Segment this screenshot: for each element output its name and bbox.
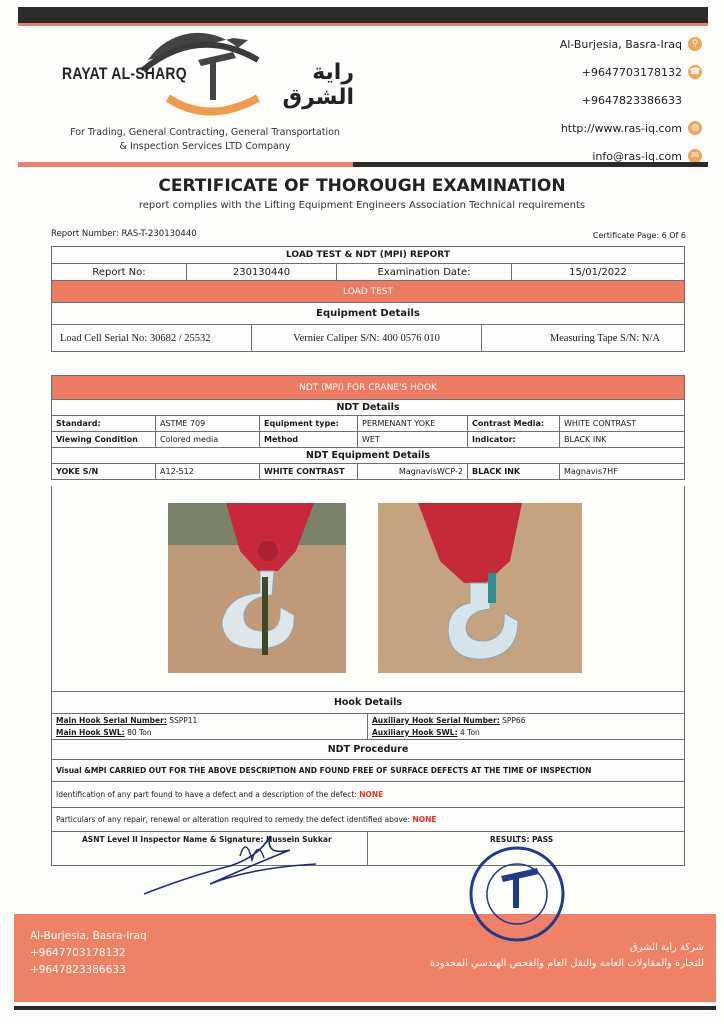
contact-website-text: http://www.ras-iq.com (560, 121, 682, 135)
location-icon: ⚲ (688, 37, 702, 51)
procedure-text: Visual &MPI CARRIED OUT FOR THE ABOVE DESCRIPTION AND FOUND FREE OF SURFACE DEFECTS AT THE TIME OF INSPECTION (52, 760, 685, 782)
results-cell: RESULTS: PASS (368, 832, 685, 866)
divider-left (18, 162, 353, 167)
indicator-label: Indicator: (468, 432, 560, 448)
exam-date-label: Examination Date: (337, 264, 512, 281)
main-hook-serial-label: Main Hook Serial Number: (56, 715, 167, 725)
main-hook-cell (52, 714, 368, 740)
tagline-line-2: & Inspection Services LTD Company (119, 141, 291, 152)
footer-ar-line-2: للتجارة والمقاولات العامة والنقل العام والفحص الهندسي المحدودة (430, 958, 704, 969)
main-hook-swl-label: Main Hook SWL: (56, 727, 125, 737)
ndt-equipment-heading: NDT Equipment Details (52, 448, 685, 464)
hook-details-heading: Hook Details (52, 692, 685, 714)
contrast-label: Contrast Media: (468, 416, 560, 432)
photo-area (51, 486, 685, 691)
equip-type-value: PERMENANT YOKE (358, 416, 468, 432)
blank-icon (688, 93, 702, 107)
contrast-value: WHITE CONTRAST (560, 416, 685, 432)
equip-type-label: Equipment type: (260, 416, 358, 432)
aux-hook-serial (372, 715, 680, 727)
load-cell-serial: Load Cell Serial No: 30682 / 25532 (52, 325, 252, 351)
contact-address (492, 30, 702, 58)
defect-row (52, 782, 685, 808)
ndt-band: NDT (MPI) FOR CRANE'S HOOK (52, 376, 685, 400)
white-contrast-label: WHITE CONTRAST (260, 464, 358, 480)
inspector-cell: ASNT Level II Inspector Name & Signature: Hussein Sukkar (52, 832, 368, 866)
contact-address-text: Al-Burjesia, Basra-Iraq (559, 37, 682, 51)
footer-contact (30, 928, 147, 979)
tagline (60, 126, 350, 154)
report-no-label: Report No: (52, 264, 187, 281)
caliper-serial: Vernier Caliper S/N: 400 0576 010 (252, 325, 482, 351)
main-hook-serial (56, 715, 363, 727)
footer-phone-1: +9647703178132 (30, 947, 126, 959)
method-label: Method (260, 432, 358, 448)
aux-hook-swl (372, 727, 680, 739)
aux-hook-swl-label: Auxiliary Hook SWL: (372, 727, 458, 737)
brand-name-en: RAYAT AL-SHARQ (62, 64, 187, 83)
tagline-line-1: For Trading, General Contracting, General Transportation (70, 127, 340, 138)
load-test-table (51, 246, 685, 352)
repair-value: NONE (412, 815, 437, 824)
load-test-heading: LOAD TEST & NDT (MPI) REPORT (52, 247, 685, 264)
viewing-label: Viewing Condition (52, 432, 156, 448)
yoke-value: A12-512 (156, 464, 260, 480)
phone-icon: ☎ (689, 67, 701, 77)
contact-phone-1-text: +9647703178132 (581, 65, 682, 79)
main-hook-serial-value: SSPP11 (166, 715, 198, 725)
standard-value: ASTME 709 (156, 416, 260, 432)
aux-hook-swl-value: 4 Ton (457, 727, 480, 737)
black-ink-label: BLACK INK (468, 464, 560, 480)
measuring-tape-serial: Measuring Tape S/N: N/A (549, 332, 660, 344)
footer-address: Al-Burjesia, Basra-Iraq (30, 930, 147, 942)
report-no-value: 230130440 (187, 264, 337, 281)
footer-arabic (430, 940, 704, 972)
ndt-procedure-heading: NDT Procedure (52, 740, 685, 760)
ndt-details-heading: NDT Details (52, 400, 685, 416)
load-test-band: LOAD TEST (52, 281, 685, 303)
black-ink-value: Magnavis7HF (560, 464, 685, 480)
brand-name-ar: راية الشرق (282, 60, 354, 110)
globe-icon: ◍ (688, 121, 702, 135)
divider-right (353, 162, 708, 167)
yoke-label: YOKE S/N (52, 464, 156, 480)
contact-phone-2[interactable] (492, 86, 702, 114)
viewing-value: Colored media (156, 432, 260, 448)
top-bar (18, 7, 708, 23)
contact-phone-2-text: +9647823386633 (581, 93, 682, 107)
repair-label: Particulars of any repair, renewal or alteration required to remedy the defect identified above: (56, 815, 413, 824)
defect-label: Identification of any part found to have a defect and a description of the defect: (56, 790, 360, 799)
certificate-title: CERTIFICATE OF THOROUGH EXAMINATION (158, 176, 566, 196)
hook-photo-1 (168, 503, 346, 673)
hook-photo-2 (378, 503, 582, 673)
aux-hook-serial-label: Auxiliary Hook Serial Number: (372, 715, 500, 725)
contact-phone-1[interactable] (492, 58, 702, 86)
certificate-subtitle: report complies with the Lifting Equipment Engineers Association Technical requirements (138, 200, 586, 211)
top-bar-accent (18, 23, 708, 26)
footer-band (14, 914, 716, 1002)
method-value: WET (358, 432, 468, 448)
exam-date-value: 15/01/2022 (512, 264, 685, 281)
contact-block (492, 30, 702, 170)
indicator-value: BLACK INK (560, 432, 685, 448)
equipment-details-heading: Equipment Details (52, 303, 685, 325)
aux-hook-serial-value: SPP66 (499, 715, 526, 725)
bottom-bar (14, 1006, 716, 1010)
report-number: Report Number: RAS-T-230130440 (51, 229, 197, 239)
certificate-page-number: Certificate Page: 6 Of 6 (592, 231, 686, 240)
main-hook-swl (56, 727, 363, 739)
aux-hook-cell (368, 714, 685, 740)
footer-ar-line-1: شركة راية الشرق (629, 942, 704, 953)
white-contrast-value: MagnavisWCP-2 (358, 464, 468, 480)
footer-phone-2: +9647823386633 (30, 964, 126, 976)
standard-label: Standard: (52, 416, 156, 432)
inspector-signature (140, 826, 320, 898)
company-stamp (451, 840, 585, 944)
defect-value: NONE (359, 790, 384, 799)
main-hook-swl-value: 80 Ton (124, 727, 152, 737)
contact-website[interactable] (492, 114, 702, 142)
contact-email-text: info@ras-iq.com (592, 149, 682, 163)
mail-icon: ✉ (688, 149, 702, 163)
ndt-table (51, 375, 685, 480)
